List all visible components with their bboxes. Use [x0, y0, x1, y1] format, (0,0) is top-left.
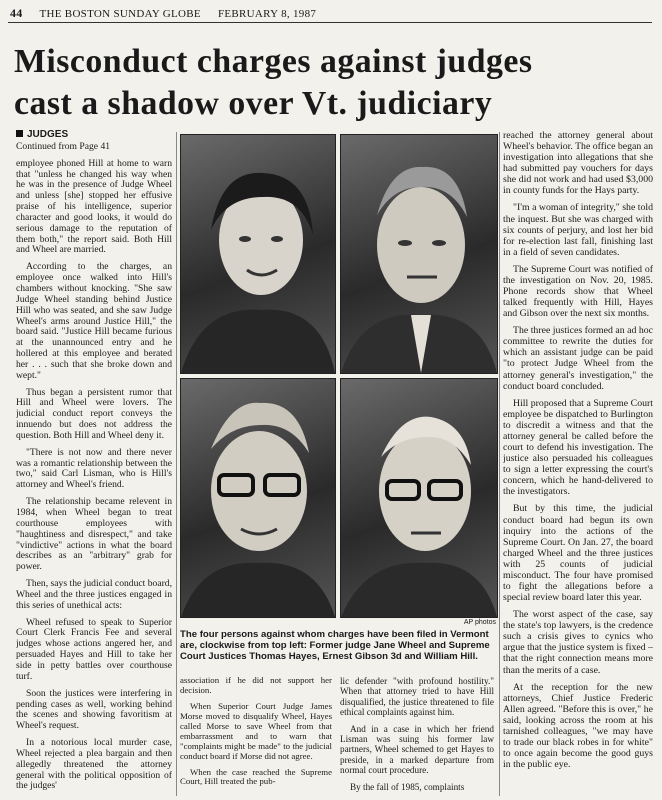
page-number: 44: [10, 6, 23, 20]
headline-line-1: Misconduct charges against judges: [14, 43, 533, 80]
paragraph: The Supreme Court was notified of the investigation on Nov. 20, 1985. Phone records show that Wheel talked frequently with Hill, Hayes and Gibson over the next six months.: [503, 263, 653, 320]
page-header: [10, 6, 650, 22]
paragraph: By the fall of 1985, complaints: [350, 781, 465, 792]
paragraph: association if he did not support her decision.: [180, 676, 332, 695]
kicker-label: JUDGES: [27, 130, 69, 140]
paragraph: The relationship became relevent in 1984, when Wheel began to treat courthouse employees with "haughtiness and disrespect," and take "vindictive" actions in what the board describes as an "arbitrary" grab for power.: [16, 496, 172, 573]
paragraph: When Superior Court Judge James Morse moved to disqualify Wheel, Hayes called Morse to save Wheel from that embarrassment and to warn that "complaints might be made" to the judicial conduct board if Morse did not agree.: [180, 700, 332, 761]
portrait-man-glasses-icon: [341, 379, 497, 617]
paragraph: Then, says the judicial conduct board, Wheel and the three justices engaged in this series of unethical acts:: [16, 578, 172, 611]
paragraph: lic defender "with profound hostility." When that attorney tried to have Hill disqualified, the justice threatened to file ethical complaints against him.: [340, 676, 494, 718]
header-rule: [8, 22, 652, 23]
kicker-square-icon: [16, 130, 23, 137]
paragraph: When the case reached the Supreme Court, Hill treated the pub-: [180, 766, 332, 787]
paragraph: And in a case in which her friend Lisman was suing his former law partners, Wheel schemed to get Hayes to preside, in a marked departure from normal court procedure.: [340, 723, 494, 776]
headline-line-2: cast a shadow over Vt. judiciary: [14, 85, 493, 122]
paragraph: "I'm a woman of integrity," she told the inquest. But she was charged with six counts of perjury, and lost her bid for re-election last fall, finishing last in a field of seven candidates.: [503, 202, 653, 258]
column-divider: [176, 132, 177, 796]
paragraph: Soon the justices were interfering in pending cases as well, working behind the scenes and showing favoritism at Wheel's request.: [16, 687, 172, 732]
paragraph: reached the attorney general about Wheel's behavior. The office began an investigation into allegations that she had submitted pay vouchers for days she did not work and had used $3,000 in county funds for the Hays party.: [503, 130, 653, 197]
paragraph: employee phoned Hill at home to warn that "unless he changed his way when he was in the presence of Judge Wheel and unless [she] stopped her effusive praise of his intelligence, superior character and good looks, it would do serious damage to the reputation of them both," the report said. Both Hill and Wheel are married.: [16, 157, 172, 256]
paragraph: The three justices formed an ad hoc committee to rewrite the duties for which an assistant judge can be paid "to protect Judge Wheel from the attorney general's investigation," the conduct board concluded.: [503, 325, 653, 392]
article-column-4: [503, 130, 653, 798]
article-column-1: [16, 130, 172, 798]
photo-caption: The four persons against whom charges have been filed in Vermont are, clockwise from top left: Former judge Jane Wheel and Supreme Court Justices Thomas Hayes, Ernest Gibson 3d and William Hill.: [180, 629, 490, 662]
section-kicker: [16, 130, 172, 141]
paragraph: "There is not now and there never was a romantic relationship between the two," said Carl Lisman, who is Hill's attorney and Wheel's friend.: [16, 446, 172, 491]
article-column-3: [340, 676, 494, 798]
photo-thomas-hayes: [340, 134, 498, 374]
photo-william-hill: [340, 378, 498, 618]
publication-date: FEBRUARY 8, 1987: [217, 8, 317, 20]
paragraph: Wheel refused to speak to Superior Court Clerk Francis Fee and several judges whose actions angered her, and persuaded Hayes and Hill to take her side in petty battles over courthouse turf.: [16, 616, 172, 682]
paragraph: Hill proposed that a Supreme Court employee be dispatched to Burlington to discredit a witness and that the attorney general be called before the court to defend his investigation. The justice also persuaded his colleagues to sign a letter expressing the court's concern, which he hand-delivered to the investigators.: [503, 397, 653, 498]
portrait-man-glasses-icon: [181, 379, 335, 617]
continued-line: Continued from Page 41: [16, 140, 111, 152]
portrait-man-icon: [341, 135, 497, 373]
photo-jane-wheel: [180, 134, 336, 374]
publication-name: THE BOSTON SUNDAY GLOBE: [39, 8, 201, 20]
paragraph: At the reception for the new attorneys, Chief Justice Frederic Allen agreed. "Before this is over," he said, looking across the room at his tarnished colleagues, "we may have to trade our black robes in for white" to once again become the good guys in the public eye.: [503, 681, 653, 771]
paragraph: In a notorious local murder case, Wheel rejected a plea bargain and then allegedly threatened the attorney general with the political opposition of the judges': [16, 737, 172, 792]
article-column-2: [180, 676, 332, 798]
column-divider: [499, 132, 500, 796]
paragraph: The worst aspect of the case, say the state's top lawyers, is the credence such a crisis gives to cynics who argue that the justice system is fixed – that the right connection means more than the merits of a case.: [503, 609, 653, 676]
paragraph: But by this time, the judicial conduct board had begun its own inquiry into the actions of the Supreme Court. On Jan. 27, the board charged Wheel and the three justices with 25 counts of judicial misconduct. The four have promised to fight the allegations before a special review board later this year.: [503, 503, 653, 604]
paragraph: According to the charges, an employee once walked into Hill's chambers without knocking. "She saw Judge Wheel standing behind Justice Hill who was seated, and she saw Judge Wheel's arms around Justice Hill," the board said. "Justice Hill became furious at the unannounced entry and he hollered at this employee and berated her . . . such that she broke down and wept.": [16, 261, 172, 381]
portrait-woman-icon: [181, 135, 335, 373]
photo-ernest-gibson: [180, 378, 336, 618]
paragraph: Thus began a persistent rumor that Hill and Wheel were lovers. The judicial conduct report conveys the innuendo but does not address the question. Both Hill and Wheel deny it.: [16, 386, 172, 441]
photo-credit: AP photos: [463, 619, 496, 626]
